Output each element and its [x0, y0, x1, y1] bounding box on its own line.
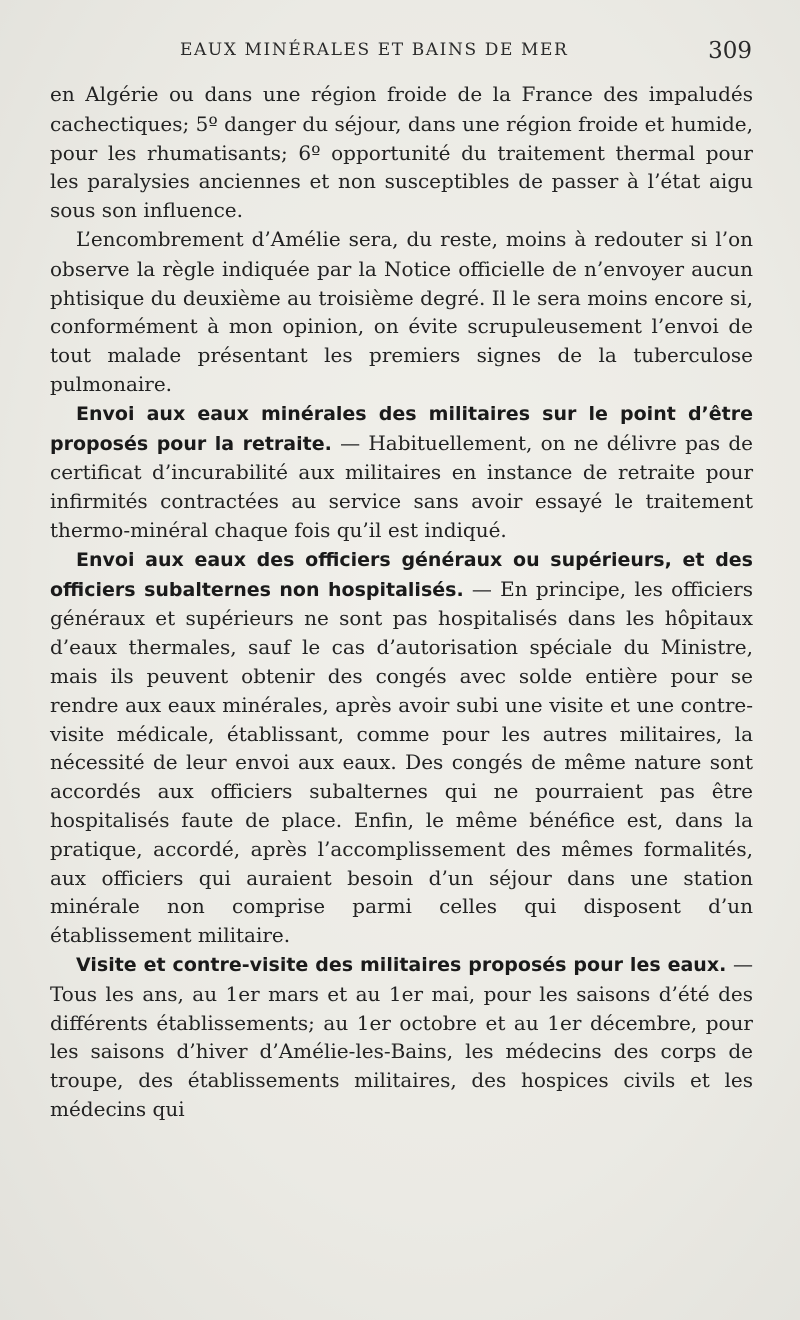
section-heading-visite: Visite et contre-visite des militaires proposés pour les eaux. [76, 953, 727, 976]
paragraph-officiers [50, 545, 753, 950]
paragraph-text: en Algérie ou dans une région froide de la France des impaludés cachectiques; 5º danger du séjour, dans une région froide et humide, pour les rhumatisants; 6º opportunité du traitement thermal pour les paralysies anciennes et non susceptibles de passer à l’état aigu sous son influence. [50, 82, 753, 223]
page-number: 309 [708, 38, 752, 64]
paragraph-text: — Tous les ans, au 1er mars et au 1er mai, pour les saisons d’été des différents établissements; au 1er octobre et au 1er décembre, pour les saisons d’hiver d’Amélie-les-Bains, les médecins des corps de troupe, des établissements militaires, des hospices civils et les médecins qui [50, 951, 754, 1121]
section-heading-retraite: Envoi aux eaux minérales des militaires sur le point d’être proposés pour la retraite. [50, 402, 753, 455]
page-body [50, 80, 753, 1124]
paragraph-continuation [50, 80, 753, 225]
paragraph-retraite [50, 399, 753, 545]
paragraph-amelie [50, 225, 753, 399]
page-header [50, 38, 752, 70]
paragraph-text: — En principe, les officiers généraux et supérieurs ne sont pas hospitalisés dans les hôpitaux d’eaux thermales, sauf le cas d’autorisation spéciale du Ministre, mais ils peuvent obtenir des congés avec solde entière pour se rendre aux eaux minérales, après avoir subi une visite et une contre-visite médicale, établissant, comme pour les autres militaires, la nécessité de leur envoi aux eaux. Des congés de même nature sont accordés aux officiers subalternes qui ne pourraient pas être hospitalisés faute de place. Enfin, le même bénéfice est, dans la pratique, accordé, après l’accomplissement des mêmes formalités, aux officiers qui auraient besoin d’un séjour dans une station minérale non comprise parmi celles qui disposent d’un établissement militaire. [50, 576, 753, 948]
section-heading-officiers: Envoi aux eaux des officiers généraux ou supérieurs, et des officiers subalternes non hospitalisés. [50, 548, 753, 601]
paragraph-text: — Habituellement, on ne délivre pas de certificat d’incurabilité aux militaires en instance de retraite pour infirmités contractées au service sans avoir essayé le traitement thermo-minéral chaque fois qu’il est indiqué. [50, 430, 754, 542]
paragraph-visite [50, 950, 753, 1124]
running-head: EAUX MINÉRALES ET BAINS DE MER [180, 40, 569, 60]
paragraph-text: L’encombrement d’Amélie sera, du reste, moins à redouter si l’on observe la règle indiquée par la Notice officielle de n’envoyer aucun phtisique du deuxième au troisième degré. Il le sera moins encore si, conformément à mon opinion, on évite scrupuleusement l’envoi de tout malade présentant les premiers signes de la tuberculose pulmonaire. [50, 226, 753, 396]
